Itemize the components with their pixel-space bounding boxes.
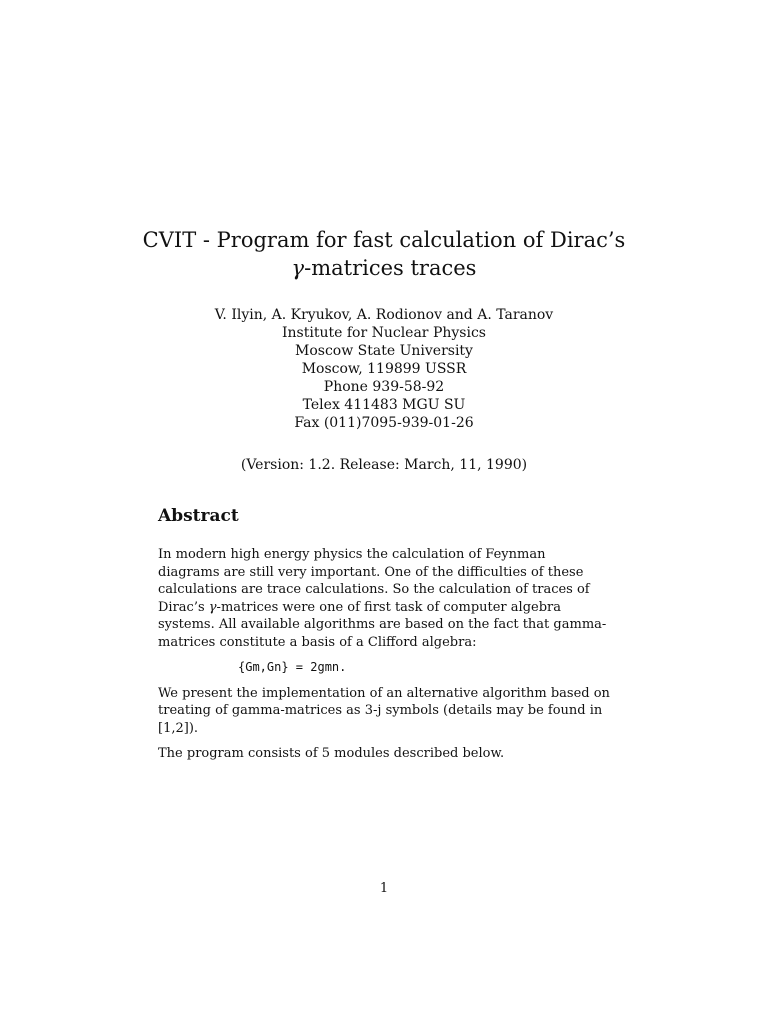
author-telex: Telex 411483 MGU SU [302,397,466,413]
abstract-body [158,546,610,763]
abstract-paragraph-2: We present the implementation of an alternative algorithm based on treating of gamma-matrices as 3-j symbols (details may be found in [1,2]). [158,685,610,736]
paper-title [0,226,768,282]
author-phone: Phone 939-58-92 [323,379,445,395]
author-university: Moscow State University [295,343,473,359]
title-line-1: CVIT - Program for fast calculation of Dirac’s [142,228,626,252]
gamma-symbol-inline: γ [208,599,217,615]
abstract-paragraph-1 [158,546,610,651]
author-block [0,306,768,432]
author-city: Moscow, 119899 USSR [301,361,467,377]
abstract-paragraph-1-end: -matrices were one of first task of computer algebra systems. All available algorithms are based on the fact that gamma-matrices constitute a basis of a Clifford algebra: [158,599,607,650]
author-institute: Institute for Nuclear Physics [282,325,486,341]
abstract-paragraph-3: The program consists of 5 modules described below. [158,746,505,761]
page-number: 1 [379,881,389,896]
abstract-paragraph-1-start: In modern high energy physics the calculation of Feynman diagrams are still very important. One of the difficulties of these calculations are trace calculations. So the calculation of traces of Dirac’s [158,547,590,615]
title-line-2-text: -matrices traces [304,256,477,280]
title-line-2 [0,254,768,282]
author-fax: Fax (011)7095-939-01-26 [294,415,474,431]
author-names: V. Ilyin, A. Kryukov, A. Rodionov and A. Taranov [214,307,554,323]
version-line: (Version: 1.2. Release: March, 11, 1990) [240,457,528,473]
clifford-formula: {Gm,Gn} = 2gmn. [238,660,347,674]
abstract-heading: Abstract [158,506,239,526]
gamma-symbol: γ [291,256,305,280]
